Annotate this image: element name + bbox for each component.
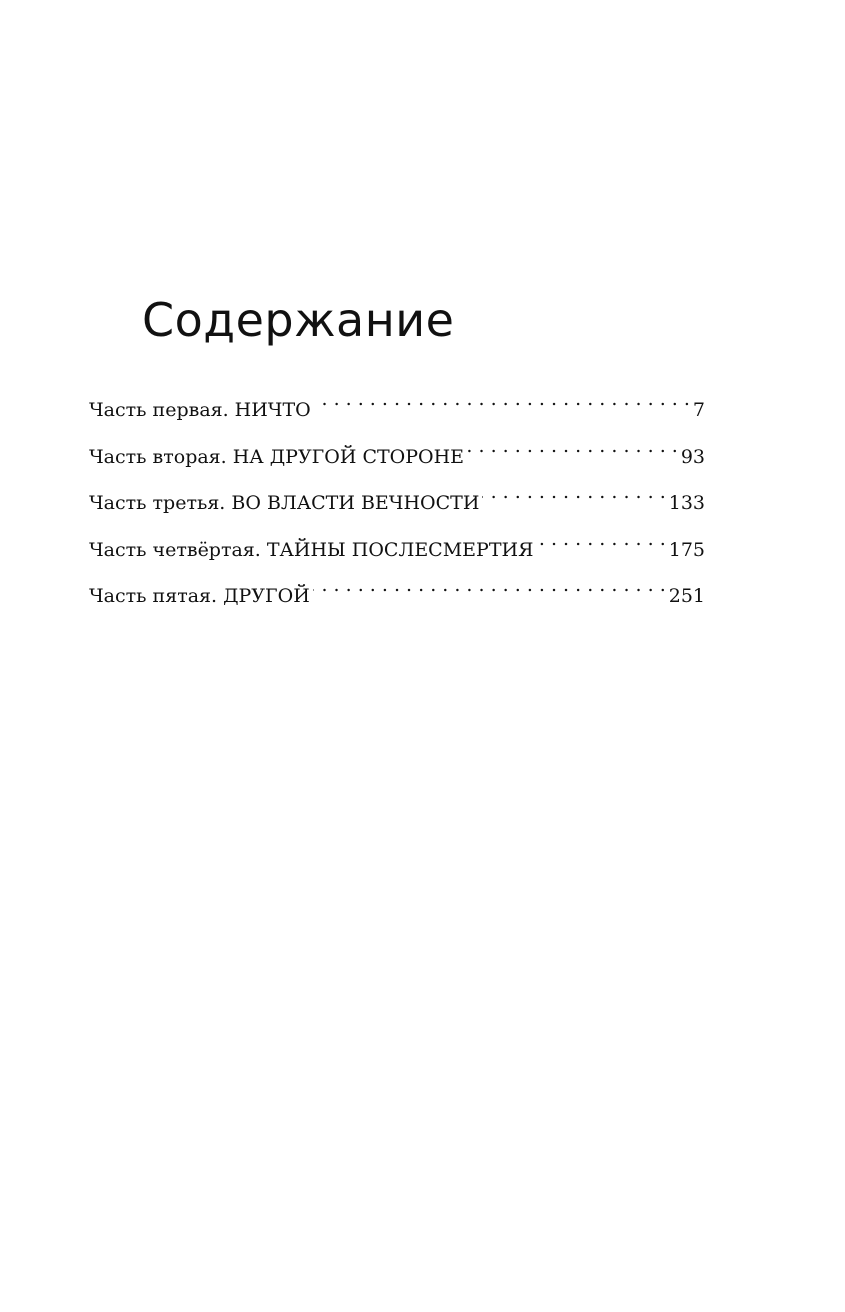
toc-part-label: Часть вторая. bbox=[89, 445, 227, 468]
toc-page-number: 133 bbox=[668, 492, 705, 514]
toc-entry bbox=[89, 382, 705, 429]
page-title: Содержание bbox=[142, 293, 455, 347]
toc-heading: ТАЙНЫ ПОСЛЕСМЕРТИЯ bbox=[266, 538, 534, 561]
toc-part-label: Часть первая. bbox=[89, 399, 229, 421]
dot-leader bbox=[467, 429, 678, 463]
dot-leader bbox=[482, 475, 665, 509]
toc-heading: ВО ВЛАСТИ ВЕЧНОСТИ bbox=[231, 492, 480, 514]
toc-entry bbox=[89, 475, 705, 522]
dot-leader bbox=[536, 522, 665, 556]
toc-page-number: 175 bbox=[668, 538, 705, 561]
toc-part-label: Часть четвёртая. bbox=[89, 538, 261, 561]
dot-leader bbox=[313, 568, 666, 602]
toc-part-label: Часть третья. bbox=[89, 492, 226, 514]
toc-page-number: 7 bbox=[692, 399, 705, 421]
dot-leader bbox=[314, 382, 690, 416]
toc-entry bbox=[89, 429, 705, 476]
toc-part-label: Часть пятая. bbox=[89, 585, 218, 607]
toc-heading: НА ДРУГОЙ СТОРОНЕ bbox=[232, 445, 465, 468]
toc-page-number: 251 bbox=[668, 585, 705, 607]
toc-entry bbox=[89, 522, 705, 569]
toc-page-number: 93 bbox=[680, 445, 705, 468]
toc-heading: ДРУГОЙ bbox=[223, 585, 310, 607]
toc-heading: НИЧТО bbox=[234, 399, 311, 421]
toc-entry bbox=[89, 568, 705, 615]
table-of-contents bbox=[89, 382, 705, 615]
